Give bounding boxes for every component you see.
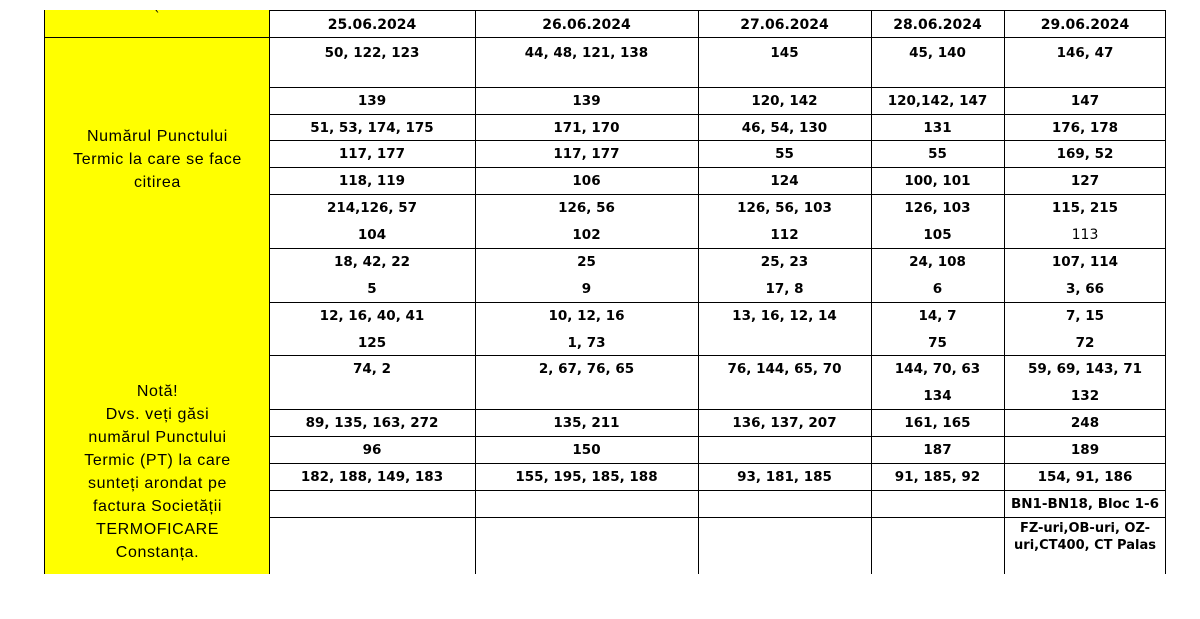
table-cell: 45, 140 — [909, 45, 966, 61]
table-cell: 46, 54, 130 — [741, 120, 828, 136]
table-cell: 147 — [1070, 93, 1100, 109]
table-cell: 169, 52 — [1056, 146, 1114, 162]
table-cell: 105 — [923, 227, 952, 243]
table-cell: 182, 188, 149, 183 — [300, 469, 444, 485]
table-cell: 72 — [1075, 335, 1095, 351]
table-cell: 126, 103 — [904, 200, 971, 216]
table-cell: 91, 185, 92 — [894, 469, 981, 485]
table-cell: 89, 135, 163, 272 — [305, 415, 439, 431]
table-cell: 55 — [928, 146, 947, 162]
corner-cell: ` — [45, 10, 270, 38]
table-cell: 102 — [572, 227, 601, 243]
table-cell: 100, 101 — [904, 173, 971, 189]
table-cell: 3, 66 — [1065, 281, 1104, 297]
column-header-date: 26.06.2024 — [475, 10, 698, 38]
table-cell: 2, 67, 76, 65 — [538, 361, 635, 377]
table-cell: 189 — [1070, 442, 1100, 458]
table-cell: 24, 108 — [909, 254, 966, 270]
table-cell: 44, 48, 121, 138 — [524, 45, 649, 61]
table-cell: 248 — [1070, 415, 1100, 431]
table-cell: 161, 165 — [904, 415, 971, 431]
table-cell: 93, 181, 185 — [737, 469, 832, 485]
table-cell: 12, 16, 40, 41 — [319, 308, 425, 324]
table-cell: 51, 53, 174, 175 — [310, 120, 434, 136]
table-cell: 136, 137, 207 — [732, 415, 837, 431]
table-cell: 171, 170 — [553, 120, 620, 136]
table-cell: 126, 56, 103 — [737, 200, 832, 216]
table-cell: 112 — [770, 227, 799, 243]
table-cell: 13, 16, 12, 14 — [732, 308, 837, 324]
table-cell: 55 — [775, 146, 794, 162]
table-cell: 106 — [572, 173, 601, 189]
table-cell: 139 — [572, 93, 601, 109]
table-cell: 75 — [928, 335, 947, 351]
table-cell: 134 — [923, 388, 952, 404]
table-cell: 144, 70, 63 — [894, 361, 981, 377]
table-cell: 120, 142 — [751, 93, 818, 109]
table-cell: 50, 122, 123 — [324, 45, 420, 61]
table-cell: 125 — [357, 335, 387, 351]
table-cell: 145 — [770, 45, 799, 61]
data-grid — [269, 10, 1166, 574]
table-cell: 120,142, 147 — [887, 93, 988, 109]
schedule-table — [44, 10, 1166, 574]
table-cell: 117, 177 — [338, 146, 406, 162]
table-cell: 5 — [367, 281, 377, 297]
table-cell: 9 — [581, 281, 592, 297]
table-cell: 135, 211 — [553, 415, 620, 431]
table-cell: 74, 2 — [352, 361, 391, 377]
table-cell: 139 — [357, 93, 387, 109]
table-cell: 59, 69, 143, 71 — [1027, 361, 1143, 377]
table-cell: 127 — [1070, 173, 1100, 189]
table-cell: 96 — [362, 442, 382, 458]
table-cell: 25, 23 — [760, 254, 809, 270]
table-cell: 118, 119 — [338, 173, 406, 189]
table-cell: 154, 91, 186 — [1037, 469, 1133, 485]
table-cell: 150 — [572, 442, 601, 458]
table-cell: 115, 215 — [1051, 200, 1119, 216]
table-cell: FZ-uri,OB-uri, OZ-uri,CT400, CT Palas — [1014, 521, 1156, 553]
table-cell: 176, 178 — [1051, 120, 1119, 136]
row-divider — [269, 517, 1166, 518]
table-cell: 132 — [1070, 388, 1100, 404]
sidebar-label-top: Numărul Punctului Termic la care se face citirea — [73, 128, 242, 191]
column-header-date: 27.06.2024 — [698, 10, 871, 38]
table-cell: 124 — [770, 173, 799, 189]
column-header-date: 29.06.2024 — [1004, 10, 1166, 38]
table-cell: BN1-BN18, Bloc 1-6 — [1010, 496, 1160, 512]
table-cell: 7, 15 — [1065, 308, 1104, 324]
table-cell: 113 — [1071, 227, 1099, 243]
table-cell: 10, 12, 16 — [548, 308, 625, 324]
table-cell: 76, 144, 65, 70 — [727, 361, 842, 377]
table-cell: 18, 42, 22 — [333, 254, 411, 270]
table-cell: 126, 56 — [558, 200, 615, 216]
column-header-date: 25.06.2024 — [269, 10, 475, 38]
column-header-date: 28.06.2024 — [871, 10, 1004, 38]
table-cell: 14, 7 — [918, 308, 957, 324]
table-cell: 1, 73 — [567, 335, 606, 351]
table-cell: 17, 8 — [765, 281, 804, 297]
table-cell: 6 — [932, 281, 943, 297]
table-cell: 155, 195, 185, 188 — [515, 469, 658, 485]
table-cell: 104 — [357, 227, 387, 243]
table-cell: 214,126, 57 — [326, 200, 418, 216]
table-cell: 117, 177 — [553, 146, 620, 162]
table-cell: 107, 114 — [1051, 254, 1119, 270]
sidebar-column — [44, 10, 270, 574]
table-cell: 131 — [923, 120, 952, 136]
sidebar-label-note: Notă! Dvs. veți găsi numărul Punctului Termic (PT) la care sunteți arondat pe factura Societății TERMOFICARE Constanța. — [84, 383, 231, 561]
table-cell: 187 — [923, 442, 952, 458]
row-divider — [269, 37, 1166, 38]
table-cell: 25 — [577, 254, 596, 270]
table-cell: 146, 47 — [1056, 45, 1114, 61]
